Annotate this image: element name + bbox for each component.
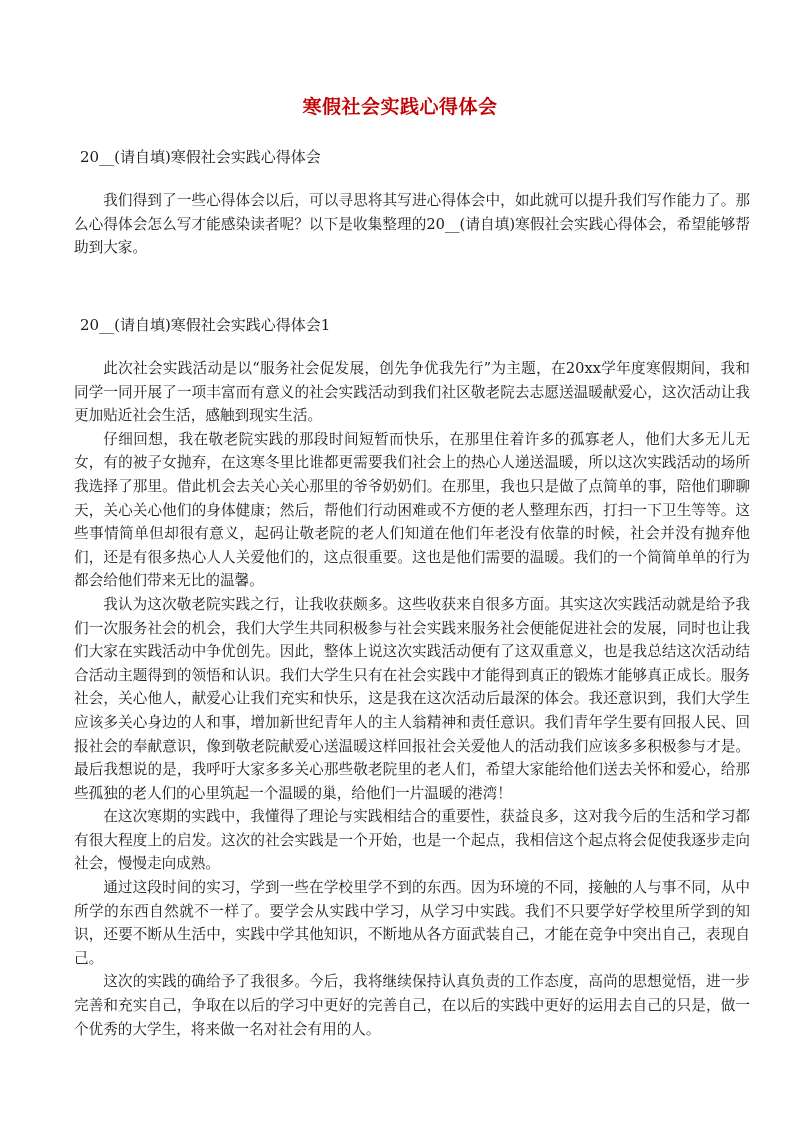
body-paragraph: 在这次寒期的实践中，我懂得了理论与实践相结合的重要性，获益良多，这对我今后的生活和学习都有很大程度上的启发。这次的社会实践是一个开始，也是一个起点，我相信这个起点将会促使我逐步走向社会，慢慢走向成熟。 <box>74 808 750 873</box>
section-heading: 20__(请自填)寒假社会实践心得体会1 <box>80 316 331 334</box>
intro-block <box>74 189 750 260</box>
document-title: 寒假社会实践心得体会 <box>302 96 498 118</box>
body-text <box>74 357 750 1041</box>
body-paragraph: 通过这段时间的实习，学到一些在学校里学不到的东西。因为环境的不同，接触的人与事不同，从中所学的东西自然就不一样了。要学会从实践中学习，从学习中实践。我们不只要学好学校里所学到的知识，还要不断从生活中，实践中学其他知识，不断地从各方面武装自己，才能在竞争中突出自己，表现自己。 <box>74 879 750 967</box>
intro-paragraph: 我们得到了一些心得体会以后，可以寻思将其写进心得体会中，如此就可以提升我们写作能力了。那么心得体会怎么写才能感染读者呢？以下是收集整理的20__(请自填)寒假社会实践心得体会，希望能够帮助到大家。 <box>74 192 750 257</box>
body-paragraph: 仔细回想，我在敬老院实践的那段时间短暂而快乐，在那里住着许多的孤寡老人，他们大多无儿无女，有的被子女抛弃，在这寒冬里比谁都更需要我们社会上的热心人递送温暖，所以这次实践活动的场所我选择了那里。借此机会去关心关心那里的爷爷奶奶们。在那里，我也只是做了点简单的事，陪他们聊聊天，关心关心他们的身体健康；然后，帮他们行动困难或不方便的老人整理东西，打扫一下卫生等等。这些事情简单但却很有意义，起码让敬老院的老人们知道在他们年老没有依靠的时候，社会并没有抛弃他们，还是有很多热心人人关爱他们的，这点很重要。这也是他们需要的温暖。我们的一个简简单单的行为都会给他们带来无比的温馨。 <box>74 430 750 590</box>
document-subtitle: 20__(请自填)寒假社会实践心得体会 <box>80 148 321 166</box>
body-paragraph: 我认为这次敬老院实践之行，让我收获颇多。这些收获来自很多方面。其实这次实践活动就是给予我们一次服务社会的机会，我们大学生共同积极参与社会实践来服务社会便能促进社会的发展，同时也让我们大家在实践活动中争优创先。因此，整体上说这次实践活动便有了这双重意义，也是我总结这次活动结合活动主题得到的领悟和认识。我们大学生只有在社会实践中才能得到真正的锻炼才能够真正成长。服务社会，关心他人，献爱心让我们充实和快乐，这是我在这次活动后最深的体会。我还意识到，我们大学生应该多关心身边的人和事，增加新世纪青年人的主人翁精神和责任意识。我们青年学生要有回报人民、回报社会的奉献意识，像到敬老院献爱心送温暖这样回报社会关爱他人的活动我们应该多多积极参与才是。最后我想说的是，我呼吁大家多多关心那些敬老院里的老人们，希望大家能给他们送去关怀和爱心，给那些孤独的老人们的心里筑起一个温暖的巢，给他们一片温暖的港湾！ <box>74 595 750 802</box>
body-paragraph: 此次社会实践活动是以“服务社会促发展，创先争优我先行”为主题，在20xx学年度寒假期间，我和同学一同开展了一项丰富而有意义的社会实践活动到我们社区敬老院去志愿送温暖献爱心，这次活动让我更加贴近社会生活，感触到现实生活。 <box>74 360 750 425</box>
body-paragraph: 这次的实践的确给予了我很多。今后，我将继续保持认真负责的工作态度，高尚的思想觉悟，进一步完善和充实自己，争取在以后的学习中更好的完善自己，在以后的实践中更好的运用去自己的只是，做一个优秀的大学生，将来做一名对社会有用的人。 <box>74 973 750 1038</box>
